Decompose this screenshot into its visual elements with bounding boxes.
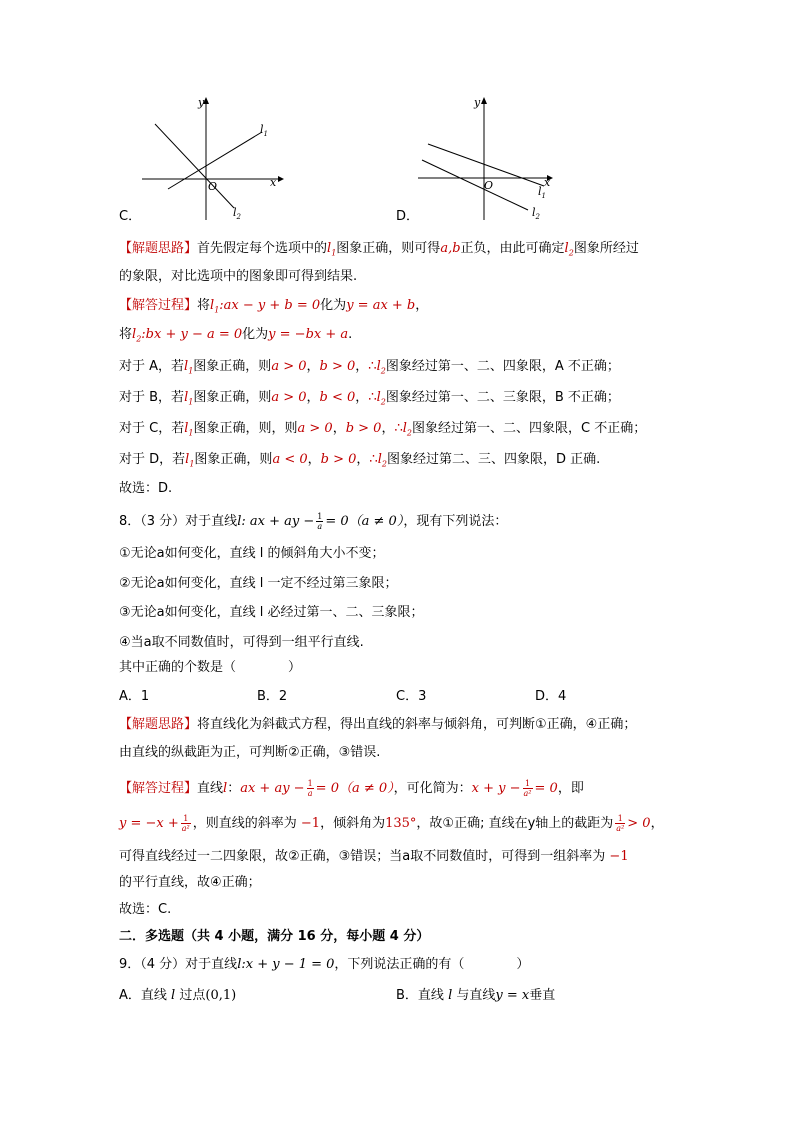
- fig-c-option-label: C．: [119, 209, 142, 224]
- q7-hint-line2: 的象限，对比选项中的图象即可得到结果.: [119, 269, 358, 284]
- q8-proc-line3: 可得直线经过一二四象限，故②正确，③错误；当a取不同数值时，可得到一组斜率为 −1: [119, 849, 629, 864]
- proc-tag: 【解答过程】: [119, 298, 198, 313]
- q8-proc-line4: 的平行直线，故④正确；: [119, 875, 261, 890]
- fig-c-x-label: x: [270, 176, 277, 189]
- l1-symbol: $l_1$: [327, 241, 337, 258]
- q8-option-a[interactable]: A．1: [119, 689, 150, 704]
- q7-answer: 故选：D.: [119, 481, 173, 496]
- q7-hint-line1: 【解题思路】首先假定每个选项中的$l_1$图象正确，则可得a,b正负，由此可确定$l_2$图象所经过: [119, 241, 639, 258]
- q8-option-d[interactable]: D．4: [535, 689, 567, 704]
- q8-statement-2: ②无论a如何变化，直线 l 一定不经过第三象限；: [119, 576, 398, 591]
- q7-proc-line2: 将$l_2:bx + y - a = 0$化为y = −bx + a.: [119, 327, 353, 344]
- fig-c-l1-label: $l_1$: [260, 123, 268, 138]
- q8-statement-1: ①无论a如何变化，直线 l 的倾斜角大小不变；: [119, 546, 385, 561]
- figure-c-graph: [138, 92, 298, 222]
- l2-symbol: $l_2$: [564, 241, 574, 258]
- fig-d-origin-label: O: [484, 179, 494, 192]
- q8-stem: 8．（3 分）对于直线l: ax + ay − $\frac{1}{a}$ = 0（a ≠ 0），现有下列说法：: [119, 512, 508, 531]
- hint-tag: 【解题思路】: [119, 241, 198, 256]
- q7-case-c: 对于 C，若$l_1$图象正确，则，则a > 0，b > 0，$\therefore l_2$图象经过第一、二、四象限，C 不正确；: [119, 421, 647, 438]
- q8-option-b[interactable]: B．2: [257, 689, 288, 704]
- q9-stem: 9．（4 分）对于直线l:x + y − 1 = 0，下列说法正确的有（ ）: [119, 957, 530, 972]
- q8-hint-line1: 【解题思路】将直线化为斜截式方程，得出直线的斜率与倾斜角，可判断①正确，④正确；: [119, 717, 637, 732]
- q8-answer: 故选：C.: [119, 902, 172, 917]
- q7-case-d: 对于 D，若$l_1$图象正确，则a < 0，b > 0，$\therefore l_2$图象经过第二、三、四象限，D 正确.: [119, 452, 601, 469]
- figure-d-graph: [412, 92, 572, 222]
- ab-symbol: a,b: [440, 241, 461, 256]
- q8-ask: 其中正确的个数是（ ）: [119, 660, 302, 675]
- fig-d-l2-label: $l_2$: [532, 206, 540, 221]
- fig-d-x-label: x: [544, 176, 551, 189]
- q8-hint-line2: 由直线的纵截距为正，可判断②正确，③错误.: [119, 745, 381, 760]
- q9-option-a[interactable]: A．直线 l 过点(0,1): [119, 988, 237, 1003]
- q7-proc-line1: 【解答过程】将$l_1:ax - y + b = 0$化为y = ax + b，: [119, 298, 429, 315]
- q8-proc-line2: y = −x + $\frac{1}{\text{a²}}$ ，则直线的斜率为 −1，倾斜角为135°，故①正确; 直线在y轴上的截距为 $\frac{1}{\text{a²}}$ > 0，: [119, 814, 664, 833]
- q8-statement-4: ④当a取不同数值时，可得到一组平行直线.: [119, 635, 364, 650]
- q8-proc-line1: 【解答过程】直线l：ax + ay − $\frac{1}{a}$ = 0（a ≠ 0），可化简为：x + y − $\frac{1}{\text{a²}}$ = 0，即: [119, 779, 584, 798]
- fig-c-y-label: y: [198, 96, 205, 109]
- fig-d-l1-label: $l_1$: [538, 185, 546, 200]
- section-heading: 二．多选题（共 4 小题，满分 16 分，每小题 4 分）: [119, 929, 430, 944]
- fig-c-l2-label: $l_2$: [233, 206, 241, 221]
- fig-d-option-label: D．: [396, 209, 420, 224]
- fig-c-origin-label: O: [208, 180, 218, 193]
- q7-case-a: 对于 A，若$l_1$图象正确，则a > 0，b > 0，$\therefore l_2$图象经过第一、二、四象限，A 不正确；: [119, 359, 620, 376]
- q8-option-c[interactable]: C．3: [396, 689, 427, 704]
- q7-case-b: 对于 B，若$l_1$图象正确，则a > 0，b < 0，$\therefore l_2$图象经过第一、二、三象限，B 不正确；: [119, 390, 620, 407]
- q8-statement-3: ③无论a如何变化，直线 l 必经过第一、二、三象限；: [119, 605, 424, 620]
- fig-d-y-label: y: [474, 96, 481, 109]
- q9-option-b[interactable]: B．直线 l 与直线y = x垂直: [396, 988, 556, 1003]
